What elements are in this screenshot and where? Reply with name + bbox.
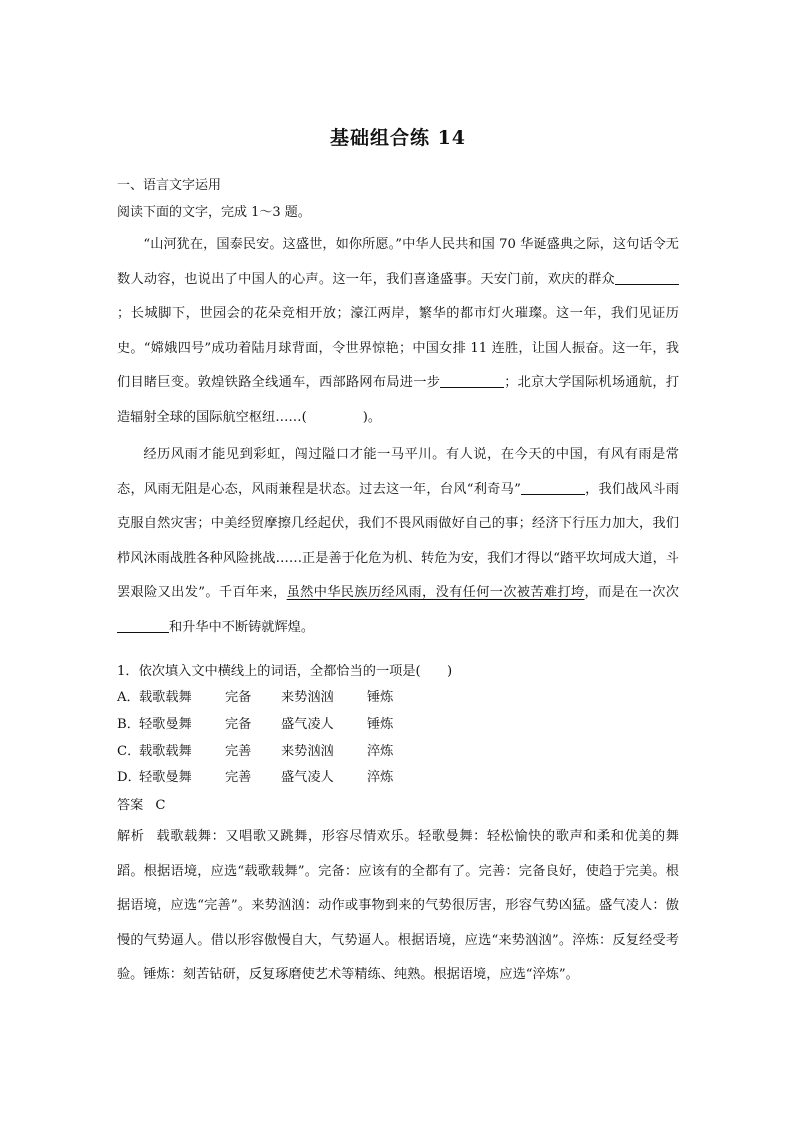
- option-c: [117, 740, 427, 767]
- fill-blank-1: [615, 270, 679, 284]
- passage2-text-2: ，我们战风斗雨克服自然灾害；中美经贸摩擦几经起伏，我们不畏风雨做好自己的事；经济下行压力加大，我们栉风沐雨战胜各种风险挑战……正是善于化危为机、转危为安，我们才得以“踏平坎坷成大道，斗罢艰险又出发”。千百年来，: [117, 481, 680, 600]
- underlined-sentence: 虽然中华民族历经风雨，没有任何一次被苦难打垮: [286, 585, 585, 600]
- analysis-block: [117, 820, 679, 993]
- option-word: 载歌载舞: [139, 743, 192, 759]
- passage1-text-1: “山河犹在，国泰民安。这盛世，如你所愿。”中华人民共和国 70 华诞盛典之际，这句话令无数人动容，也说出了中国人的心声。这一年，我们喜逢盛事。天安门前，欢庆的群众: [117, 237, 679, 287]
- option-a: [117, 686, 427, 713]
- answer-value: C: [155, 798, 166, 813]
- fill-blank-3: [521, 480, 585, 494]
- passage2-text-4: 和升华中不断铸就辉煌。: [169, 619, 315, 635]
- reading-instruction: 阅读下面的文字，完成 1～3 题。: [117, 205, 311, 220]
- fill-blank-2: [440, 374, 504, 388]
- option-word: 轻歌曼舞: [139, 770, 192, 786]
- option-word: 完备: [225, 716, 252, 732]
- option-word: 完善: [225, 743, 252, 759]
- analysis-text: 载歌载舞：又唱歌又跳舞，形容尽情欢乐。轻歌曼舞：轻松愉快的歌声和柔和优美的舞蹈。根据语境，应选“载歌载舞”。完备：应该有的全都有了。完善：完备良好，使趋于完美。根据语境，应选“完善”。来势汹汹：动作或事物到来的气势很厉害，形容气势凶猛。盛气凌人：傲慢的气势逼人。借以形容傲慢自大，气势逼人。根据语境，应选“来势汹汹”。淬炼：反复经受考验。锤炼：刻苦钻研，反复琢磨使艺术等精练、纯熟。根据语境，应选“淬炼”。: [117, 829, 679, 982]
- answer-label: 答案: [117, 798, 144, 813]
- option-d: [117, 766, 427, 793]
- question-1: 1．依次填入文中横线上的词语，全都恰当的一项是( ): [117, 664, 453, 679]
- answer-line: [117, 794, 165, 813]
- option-word: 盛气凌人: [281, 770, 334, 786]
- option-letter: D．: [117, 770, 141, 786]
- option-letter: C．: [117, 743, 141, 759]
- option-b: [117, 713, 427, 740]
- option-word: 锤炼: [367, 716, 394, 732]
- option-word: 来势汹汹: [281, 690, 334, 705]
- passage-paragraph-1: [117, 228, 679, 435]
- option-word: 来势汹汹: [281, 743, 334, 759]
- page-title: 基础组合练 14: [329, 127, 467, 149]
- option-word: 载歌载舞: [139, 690, 192, 705]
- passage2-text-3: ，而是在一次次: [584, 585, 679, 600]
- option-word: 淬炼: [367, 770, 394, 786]
- option-word: 锤炼: [367, 690, 394, 705]
- section-heading: 一、语言文字运用: [117, 178, 222, 193]
- passage1-text-2: ；长城脚下，世园会的花朵竞相开放；濠江两岸，繁华的都市灯火璀璨。这一年，我们见证历史。“嫦娥四号”成功着陆月球背面，令世界惊艳；中国女排 11 连胜，让国人振奋。这一年，我们目睹巨变。敦煌铁路全线通车，西部路网布局进一步: [117, 306, 679, 390]
- fill-blank-4: [117, 618, 169, 632]
- option-letter: A．: [117, 690, 140, 705]
- analysis-label: 解析: [117, 829, 145, 844]
- answer-options: [117, 686, 427, 793]
- passage2-text-1: 经历风雨才能见到彩虹，闯过隘口才能一马平川。有人说，在今天的中国，有风有雨是常态，风雨无阻是心态，风雨兼程是状态。过去这一年，台风“利奇马”: [117, 447, 679, 497]
- option-word: 轻歌曼舞: [139, 716, 192, 732]
- passage1-text-3: ；北京大学国际机场通航，打造辐射全球的国际航空枢纽……(: [117, 375, 680, 425]
- option-word: 淬炼: [367, 743, 394, 759]
- passage1-text-4: )。: [362, 409, 382, 425]
- option-word: 完备: [225, 690, 252, 705]
- option-word: 完善: [225, 770, 252, 786]
- option-word: 盛气凌人: [281, 716, 334, 732]
- passage-paragraph-2: [117, 438, 679, 645]
- option-letter: B．: [117, 716, 140, 732]
